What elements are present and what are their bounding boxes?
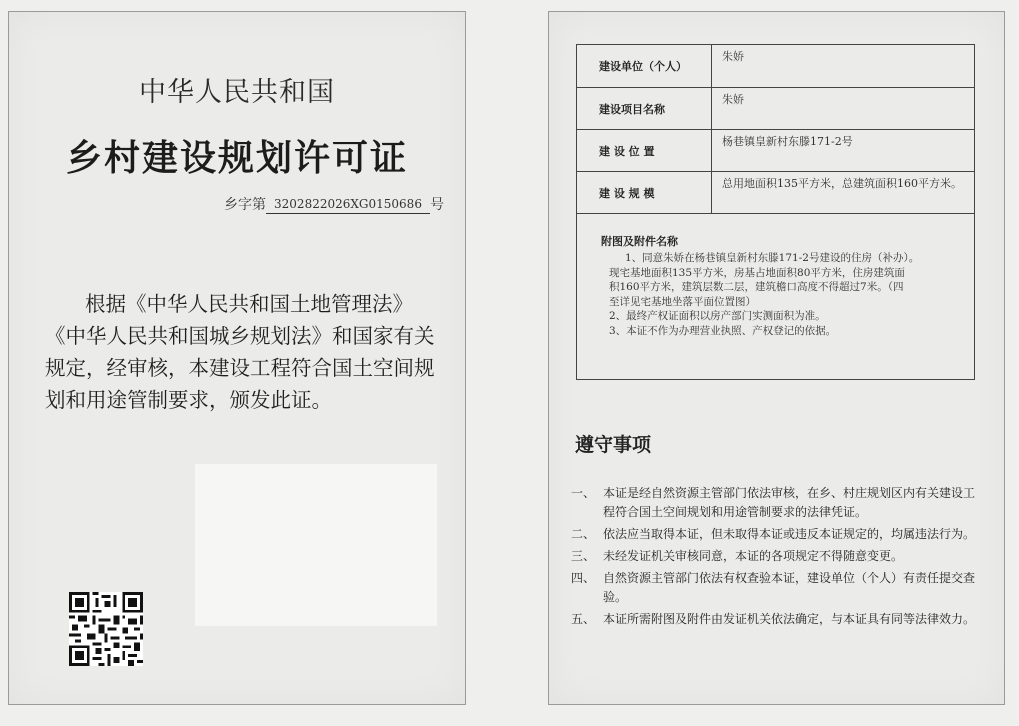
attachment-line: 现宅基地面积135平方米，房基占地面积80平方米，住房建筑面 [609,266,905,279]
notice-text: 自然资源主管部门依法有权查验本证，建设单位（个人）有责任提交查验。 [603,571,976,604]
row-label-location: 建 设 位 置 [577,130,712,171]
notice-item [571,547,979,566]
certificate-cover-page [8,11,466,705]
notice-item [571,569,979,607]
table-row [577,88,974,130]
row-value-location: 杨巷镇皇新村东滕171-2号 [722,135,853,148]
certificate-title: 乡村建设规划许可证 [65,138,408,179]
notice-text: 依法应当取得本证，但未取得本证或违反本证规定的，均属违法行为。 [603,527,976,541]
notice-index: 二、 [571,527,596,541]
notice-text: 本证是经自然资源主管部门依法审核，在乡、村庄规划区内有关建设工程符合国土空间规划和用途管制要求的法律凭证。 [603,486,976,519]
row-value-project-name: 朱娇 [722,93,744,106]
attachment-line: 积160平方米，建筑层数二层，建筑檐口高度不得超过7米。（四 [609,281,904,293]
notice-list [571,484,979,632]
table-row [577,172,974,214]
attachment-line: 2、最终产权证面积以房产部门实测面积为准。 [609,310,826,322]
row-value-builder: 朱娇 [722,50,744,63]
notice-index: 四、 [571,571,596,585]
row-label-project-name: 建设项目名称 [577,88,712,129]
certificate-body-text: 根据《中华人民共和国土地管理法》《中华人民共和国城乡规划法》和国家有关规定，经审核，本建设工程符合国土空间规划和用途管制要求，颁发此证。 [45,292,435,412]
project-info-table [576,44,975,380]
attachment-line: 3、本证不作为办理营业执照、产权登记的依据。 [609,324,837,337]
row-label-scale: 建 设 规 模 [577,172,712,213]
notice-title: 遵守事项 [575,434,652,456]
notice-index: 一、 [571,486,596,500]
certificate-detail-page [548,11,1005,705]
notice-index: 三、 [571,549,596,563]
certificate-number-line [224,194,444,214]
notice-text: 未经发证机关审核同意，本证的各项规定不得随意变更。 [603,549,904,563]
attachments-title: 附图及附件名称 [601,235,678,248]
qr-code-icon [69,592,143,666]
notice-item [571,525,979,544]
table-row [577,45,974,88]
notice-item [571,610,979,629]
redacted-area [195,464,437,626]
attachment-line: 1、同意朱娇在杨巷镇皇新村东滕171-2号建设的住房（补办）。 [625,252,920,264]
certificate-number: 3202822026XG0150686 [266,195,430,214]
table-row [577,130,974,172]
attachment-line: 至详见宅基地坐落平面位置图） [609,295,756,308]
notice-item [571,484,979,522]
number-suffix: 号 [430,197,444,213]
country-name: 中华人民共和国 [139,77,335,108]
attachments-list [609,251,968,338]
number-prefix: 乡字第 [224,197,266,213]
notice-text: 本证所需附图及附件由发证机关依法确定，与本证具有同等法律效力。 [603,612,976,626]
row-value-scale: 总用地面积135平方米，总建筑面积160平方米。 [722,177,962,190]
row-label-builder: 建设单位（个人） [577,45,712,87]
notice-index: 五、 [571,612,596,626]
